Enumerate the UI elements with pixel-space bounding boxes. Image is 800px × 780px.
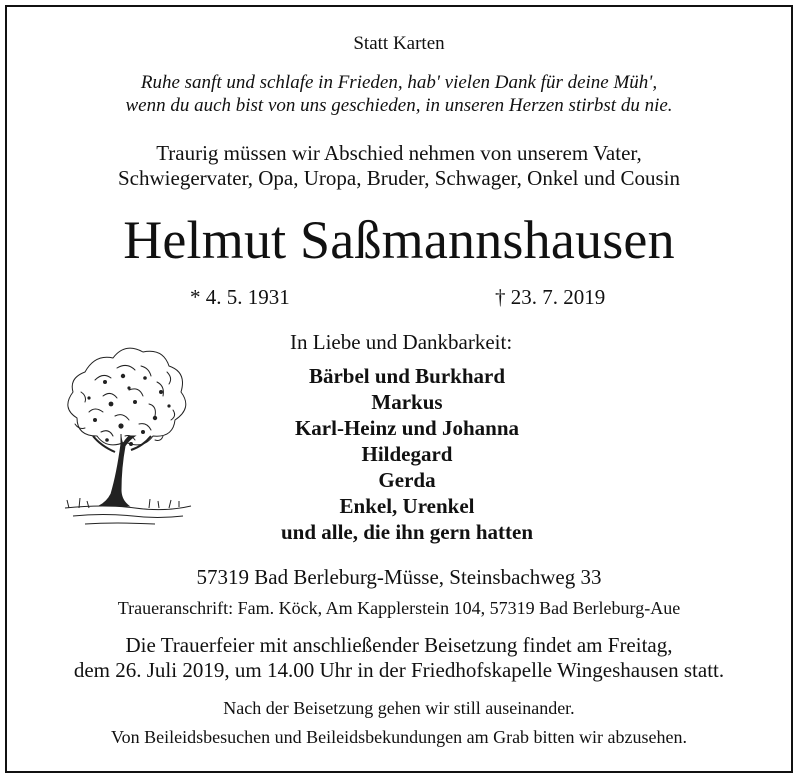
deceased-name: Helmut Saßmannshausen (123, 210, 675, 270)
intro-line-2: Schwiegervater, Opa, Uropa, Bruder, Schwager, Onkel und Cousin (118, 166, 680, 190)
funeral-line-2: dem 26. Juli 2019, um 14.00 Uhr in der Friedhofskapelle Wingeshausen statt. (73, 658, 725, 682)
closing-line-2: Von Beileidsbesuchen und Beileidsbekundungen am Grab bitten wir abzusehen. (110, 727, 688, 747)
poem-line-2: wenn du auch bist von uns geschieden, in unseren Herzen stirbst du nie. (125, 95, 673, 116)
mourner-name: Markus (371, 390, 443, 414)
mourners-heading: In Liebe und Dankbarkeit: (290, 330, 513, 354)
mourner-list (197, 363, 617, 545)
mourner-name: Enkel, Urenkel (339, 494, 475, 518)
residence-address: 57319 Bad Berleburg-Müsse, Steinsbachweg 33 (196, 565, 602, 589)
intro-line-1: Traurig müssen wir Abschied nehmen von unserem Vater, (156, 141, 642, 165)
mourner-name: und alle, die ihn gern hatten (280, 520, 534, 544)
funeral-line-1: Die Trauerfeier mit anschließender Beisetzung findet am Freitag, (125, 633, 673, 657)
closing-line-1: Nach der Beisetzung gehen wir still auseinander. (223, 698, 575, 718)
mourner-name: Hildegard (361, 442, 453, 466)
mourner-name: Karl-Heinz und Johanna (294, 416, 520, 440)
obituary-card (5, 5, 793, 773)
death-date: † 23. 7. 2019 (495, 285, 606, 309)
poem-line-1: Ruhe sanft und schlafe in Frieden, hab' vielen Dank für deine Müh', (140, 72, 658, 93)
mourner-name: Bärbel und Burkhard (308, 364, 506, 388)
mourner-name: Gerda (378, 468, 436, 492)
tree-illustration-icon (45, 332, 205, 532)
condolence-address: Traueranschrift: Fam. Köck, Am Kapplerstein 104, 57319 Bad Berleburg-Aue (117, 598, 681, 618)
birth-date: * 4. 5. 1931 (190, 285, 290, 309)
statt-karten-label: Statt Karten (353, 33, 445, 54)
